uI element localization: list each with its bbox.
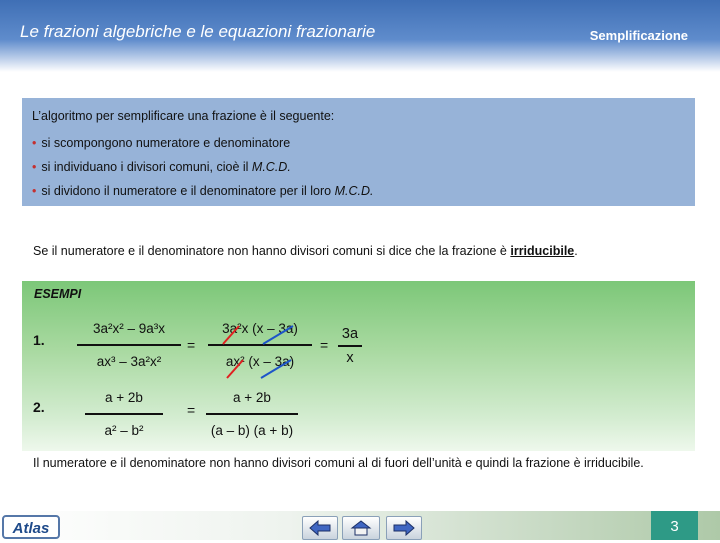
denominator: ax² (x – 3a) — [225, 354, 295, 369]
example-2-original-fraction — [82, 390, 166, 438]
fraction-bar — [85, 413, 163, 415]
cancellation-strokes — [205, 321, 315, 381]
header-bar — [0, 0, 720, 72]
example-number: 2. — [33, 399, 45, 415]
algorithm-box — [22, 98, 695, 206]
example-1-original-fraction — [74, 321, 184, 369]
cancel-stroke — [227, 360, 243, 378]
denominator: ax³ – 3a²x² — [96, 354, 162, 369]
example-1-factored-fraction — [205, 321, 315, 369]
algorithm-step: • si dividono il numeratore e il denominatore per il loro M.C.D. — [32, 184, 374, 198]
atlas-logo: Atlas — [2, 515, 60, 539]
page-title: Le frazioni algebriche e le equazioni frazionarie — [20, 22, 376, 41]
algorithm-step: • si individuano i divisori comuni, cioè il M.C.D. — [32, 160, 291, 174]
home-icon — [349, 520, 373, 536]
previous-button[interactable] — [302, 516, 338, 540]
equals-sign: = — [320, 337, 329, 353]
numerator: 3a²x² – 9a³x — [92, 321, 166, 336]
example-number: 1. — [33, 332, 45, 348]
algorithm-steps — [32, 135, 374, 207]
algorithm-step: • si scompongono numeratore e denominatore — [32, 136, 291, 150]
fraction-bar — [338, 345, 362, 347]
cancel-stroke — [261, 360, 291, 378]
denominator: (a – b) (a + b) — [210, 423, 294, 438]
arrow-left-icon — [308, 520, 332, 536]
numerator: 3a — [341, 326, 359, 342]
examples-box — [22, 281, 695, 451]
irreducible-term: irriducibile — [510, 244, 575, 258]
fraction-bar — [77, 344, 181, 346]
numerator: a + 2b — [233, 390, 271, 405]
examples-title: ESEMPI — [34, 287, 82, 301]
cancel-stroke — [263, 326, 293, 344]
numerator: 3a²x (x – 3a) — [222, 321, 298, 336]
conclusion-text: Il numeratore e il denominatore non hanno divisori comuni al di fuori dell’unità e quindi la frazione è irriducibile. — [33, 456, 644, 470]
example-2-factored-fraction — [202, 390, 302, 438]
bullet-icon: • — [32, 136, 37, 150]
home-button[interactable] — [342, 516, 380, 540]
denominator: x — [346, 350, 354, 366]
equals-sign: = — [187, 402, 196, 418]
arrow-right-icon — [392, 520, 416, 536]
bullet-icon: • — [32, 184, 37, 198]
fraction-bar — [206, 413, 298, 415]
section-title: Semplificazione — [589, 28, 688, 43]
example-1-result-fraction — [335, 326, 365, 366]
bullet-icon: • — [32, 160, 37, 174]
irreducible-note: Se il numeratore e il denominatore non hanno divisori comuni si dice che la frazione è irriducibile. — [33, 244, 578, 258]
equals-sign: = — [187, 337, 196, 353]
cancel-stroke — [223, 326, 239, 344]
algorithm-intro: L’algoritmo per semplificare una frazione è il seguente: — [32, 109, 335, 123]
next-button[interactable] — [386, 516, 422, 540]
numerator: a + 2b — [105, 390, 143, 405]
page-number: 3 — [651, 511, 698, 540]
denominator: a² – b² — [104, 423, 144, 438]
